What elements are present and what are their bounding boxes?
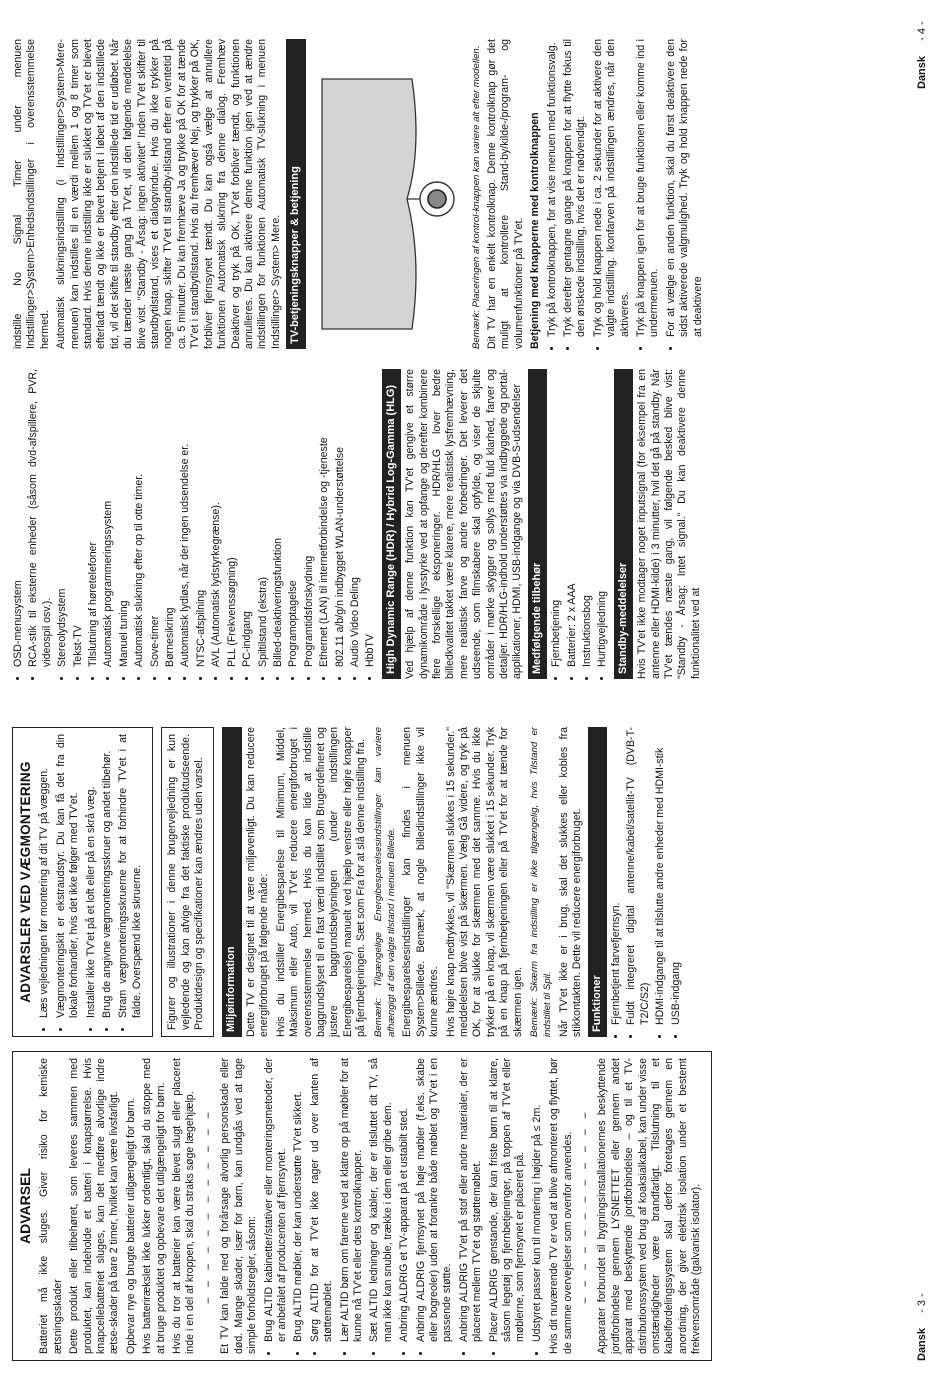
list-item: • Fjernbetjening	[550, 369, 563, 667]
list-item: • PLL (Frekvenssøgning)	[226, 369, 239, 667]
list-item: • 802.11 a/b/g/n indbygget WLAN-understøttelse	[334, 369, 347, 667]
wallmount-list	[38, 734, 144, 1030]
warning-p7: Apparater forbundet til bygningsinstallationernes beskyttende jordforbindelse gennem LYSNETTET eller gennem andet apparat med beskyttende jordforbindelse – og til et TV-distributionssystem ved brug af koaksialkabel, kan under visse omstændigheder være brandfarligt. Tilslutning til et kabelfordelingssystem skal derfor foretages gennem en anordning, der giver elektrisk isolation under et bestemt frekvensområde (galvanisk isolator).	[596, 1058, 703, 1354]
env-p5: Når TV'et ikke er i brug, skal det slukkes eller kobles fra stikkontakten. Dette vil reducere energiforbruget.	[557, 727, 584, 1037]
page-number: - 4 -	[916, 21, 928, 41]
column-wallmount	[12, 727, 687, 1037]
list-item: • Automatisk programmeringssystem	[102, 369, 115, 667]
no-signal-text: indstille No Signal Timer under menuen Indstillinger>System>Enhedsindstillinger i overensstemmelse hermed.	[12, 39, 51, 349]
list-item: • Fjernbetjent farvefjernsyn.	[610, 727, 623, 1025]
env-p3: Energibesparelsesindstillinger kan findes i menuen System>Billede. Bemærk, at nogle billedindstillinger ikke vil kunne ændres.	[401, 727, 441, 1037]
list-item: • Læs vejledningen før montering af dit TV på væggen.	[38, 734, 51, 1018]
list-item: • Tilslutning af høretelefoner	[87, 369, 100, 667]
list-item: • Tekst-TV	[72, 369, 85, 667]
control-button-illustration	[312, 49, 462, 349]
footer-language: Dansk	[916, 55, 928, 89]
page-footer-left	[916, 1293, 928, 1361]
list-item: • For at vælge en anden funktion, skal du først deaktivere den sidst aktiverede valgmulighed. Tryk og hold knappen nede for at deaktivere	[665, 39, 705, 337]
list-item: • Tryk derefter gentagne gange på knappen for at flytte fokus til den ønskede indstilling, hvis det er nødvendigt.	[562, 39, 589, 337]
control-desc: Dit TV har en enkelt kontrolknap. Denne kontrolknap gør det muligt at kontrollere Stand-by/kilde-/program- og volumenfunktioner på TV'et.	[485, 39, 525, 349]
footer-language: Dansk	[916, 1327, 928, 1361]
list-item: • Stereolydsystem	[56, 369, 69, 667]
env-note1: Bemærk: Tilgængelige Energibesparelsesindstillinger kan variere afhængigt af den valgte tilstand i menuen Billede.	[372, 727, 397, 1037]
page-footer-right	[916, 21, 928, 89]
section-heading: Miljøinformation	[222, 727, 241, 1037]
list-item: • Vægmonteringskit er ekstraudstyr. Du kan få det fra din lokale forhandler, hvis det ikke følger med TV'et.	[55, 734, 82, 1018]
list-item: • Tryk på knappen igen for at bruge funktionen eller komme ind i undermenuen.	[635, 39, 662, 337]
warning-intro: Batteriet må ikke sluges. Giver risiko for kemiske ætsningsskader	[38, 1058, 64, 1354]
standby-text: Hvis TV'et ikke modtager noget inputsignal (for eksempel fra en antenne eller HDMI-kilde) i 3 minutter, hvil det gå på standby. Når TV'et tændes næste gang, vil følgende besked blive vist: "Standby - Årsag: Intet signal." Du kan deaktivere denne funktionalitet ved at	[636, 369, 702, 679]
hdr-text: Ved hjælp af denne funktion kan TV'et gengive et større dynamikområde i lysstyrke ved at opfange og derefter kombinere flere forskellige eksponeringer. HDR/HLG lover bedre billedkvalitet takket være klarere, mere realistisk lysfremhævning, mere realistisk farve og andre forbedringer. Det leverer det udseende, som filmskabere skal opfylde, og viser de skjulte områder i mørke skygger og sollys med fuld klarhed, farver og detaljer. HDR/HLG-indhold understøttes via indbyggede og portal-applikationer, HDMI, USB-indgange og via DVB-S-udsendelser	[404, 369, 524, 679]
warning-p5: Et TV kan falde ned og forårsage alvorlig personskade eller død. Mange skader, især for børn, kan undgås ved at tage simple forholdsregler, såsom:	[219, 1058, 259, 1354]
warning-p6: Hvis dit nuværende TV er ved at blive afmonteret og flyttet, bør de samme overvejelser som ovenfor anvendes.	[548, 1058, 574, 1354]
tv-corner-figure	[312, 49, 462, 349]
list-item: • Anbring ALDRIG et TV-apparat på et ustabilt sted.	[398, 1058, 411, 1342]
list-item: • Brug de angivne vægmonteringsskruer og andet tilbehør.	[101, 734, 114, 1018]
column-controls	[12, 39, 709, 349]
list-item: • Sæt ALTID ledninger og kabler, der er tilsluttet dit TV, så man ikke kan snuble, trække i dem eller gribe dem.	[368, 1058, 395, 1342]
list-item: • OSD-menusystem	[12, 369, 25, 667]
disclaimer-text: Figurer og illustrationer i denne brugervejledning er kun vejledende og kan afvige fra det faktiske produktudseende. Produktdesign og specifikationer kan ændres uden varsel.	[166, 734, 206, 1030]
list-item: • Stram vægmonteringsskruerne for at forhindre TV'et i at falde. Overspænd ikke skruerne.	[117, 734, 144, 1018]
warning-box	[12, 1051, 712, 1361]
warning-p1: Dette produkt eller tilbehøret, som leveres sammen med produktet, kan indeholde et batteri i knapstørrelse. Hvis knapcellebatteriet sluges, kan det medføre alvorlige indre ætse-skader på bare 2 timer, hvilket kan være livsfarligt.	[68, 1058, 121, 1354]
env-note2: Bemærk: Skærm fra indstilling er ikke tilgængelig, hvis Tilstand er indstillet til Spil.	[529, 727, 554, 1037]
list-item: • Hurtigvejledning	[596, 369, 609, 667]
separator: – – – – – – – – – – – –	[579, 1108, 592, 1304]
list-item: • Fuldt integreret digital antenne/kabel/satellit-TV (DVB-T-T2/C/S2)	[625, 727, 652, 1025]
list-item: • Spiltilstand (ekstra)	[257, 369, 270, 667]
list-item: • Anbring ALDRIG TV'et på stof eller andre materialer, der er placeret mellem TV'et og støttemøblet.	[458, 1058, 485, 1342]
wallmount-box	[12, 727, 153, 1037]
list-item: • Sove-timer	[149, 369, 162, 667]
list-item: • Billed-deaktiveringsfunktion	[272, 369, 285, 667]
list-item: • Udstyret passer kun til montering i højder på ≤ 2m.	[531, 1058, 544, 1342]
list-item: • Automatisk lydløs, når der ingen udsendelse er.	[179, 369, 192, 667]
env-p2: Hvis du indstiller Energibesparelse til Minimum, Middel, Maksimum eller Auto, vil TV'et reducere energiforbruget i overensstemmelse hermed. Hvis du kan lide at indstille baggrundslyset til en fast værdi indstillet som Brugerdefineret og justere baggrundsbelysningen (under indstillingen Energibesparelse) manuelt ved hjælp venstre eller højre knapper på fjernbetjeningen. Sæt som Fra for at slå denne indstilling fra.	[274, 727, 368, 1037]
list-item: • Anbring ALDRIG fjernsynet på høje møbler (f.eks. skabe eller bogreoler) uden at forankre både møblet og TV'et i en passende støtte.	[415, 1058, 455, 1342]
section-heading: TV-betjeningsknapper & betjening	[286, 39, 305, 349]
accessories-list	[550, 369, 610, 679]
warning-p3: Hvis batterirækslet ikke lukker ordentligt, skal du stoppe med at bruge produktet og opbevare det utilgængeligt for børn.	[141, 1058, 167, 1354]
list-item: • RCA-stik til eksterne enheder (såsom dvd-afspillere, PVR, videospil osv.).	[27, 369, 54, 667]
list-item: • HbbTV	[364, 369, 377, 667]
list-item: • Installer ikke TV'et på et loft eller på en skrå væg.	[85, 734, 98, 1018]
control-subheading: Betjening med knapperne med kontrolknappen	[529, 112, 542, 349]
list-item: • Børnesikring	[164, 369, 177, 667]
list-item: • Brug ALTID kabinetter/stativer eller monteringsmetoder, der er anbefalet af producenten af fjernsynet.	[263, 1058, 290, 1342]
list-item: • PC-indgang	[241, 369, 254, 667]
control-list	[546, 39, 705, 349]
section-heading: Funktioner	[588, 727, 607, 1037]
features-list-cont	[12, 369, 378, 679]
list-item: • HDMI-indgange til at tilslutte andre enheder med HDMI-stik	[654, 727, 667, 1025]
page-number: - 3 -	[916, 1293, 928, 1313]
list-item: • AVL (Automatisk lydstyrkegrænse).	[210, 369, 223, 667]
separator: – – – – – – – – – – – –	[201, 1108, 214, 1304]
env-p4: Hvis højre knap nedtrykkes, vil "Skærmen slukkes i 15 sekunder." meddelelsen blive vist på skærmen. Vælg Gå videre, og tryk på OK, for at slukke for skærmen med det samme. Hvis du ikke trykker på en knap, vil skærmen være slukket i 15 sekunder. Tryk på en knap på fjernbetjeningen eller på TV'et for at tænde for skærmen igen.	[444, 727, 524, 1037]
list-item: • Tryk på kontrolknappen, for at vise menuen med funktionsvalg.	[546, 39, 559, 337]
list-item: • Lær ALTID børn om farerne ved at klatre op på møbler for at kunne nå TV'et eller dets kontrolknapper.	[339, 1058, 366, 1342]
list-item: • Tryk og hold knappen nede i ca. 2 sekunder for at aktivere den valgte indstilling. Ikonfarven på indstillingen ændres, når den aktiveres.	[592, 39, 632, 337]
list-item: • Batterier: 2 x AAA	[566, 369, 579, 667]
section-heading: Medfølgende tilbehør	[528, 369, 547, 679]
list-item: • Manuel tuning	[118, 369, 131, 667]
env-p1: Dette TV er designet til at være miljøvenligt. Du kan reducere energiforbruget på følgende måde:	[244, 727, 271, 1037]
list-item: • USB-indgang	[670, 727, 683, 1025]
list-item: • Instruktionsbog	[581, 369, 594, 667]
section-heading: Standby-meddelelser	[614, 369, 633, 679]
warning-p2: Opbevar nye og brugte batterier utilgængeligt for børn.	[124, 1097, 137, 1354]
list-item: • Programtidsforskydning	[303, 369, 316, 667]
wallmount-heading: ADVARSLER VED VÆGMONTERING	[18, 761, 33, 1003]
warning-list	[263, 1058, 545, 1354]
section-heading: High Dynamic Range (HDR) / Hybrid Log-Gamma (HLG)	[382, 369, 401, 679]
list-item: • Brug ALTID møbler, der kan understøtte TV'et sikkert.	[292, 1058, 305, 1342]
list-item: • Sørg ALTID for at TV'et ikke rager ud over kanten af støttemøblet.	[309, 1058, 336, 1342]
warning-heading: ADVARSEL	[17, 1168, 33, 1244]
auto-off-text: Automatisk slukningsindstilling (i Indstillinger>System>Mere-menuen) kan indstilles til en værdi mellem 1 og 8 timer som standard. Hvis denne indstilling ikke er slukket og TV'et er blevet efterladt tændt og ikke er blevet betjent i løbet af den indstillede tid, vil det skifte til standby efter den indstillede tid er udløbet. Når du tænder næste gang på TV'et, vil den følgende meddelelse blive vist. "Standby - Årsag: ingen aktivitet" Inden TV'et skifter til standbytilstand, vises et dialogvindue. Hvis du ikke trykker på nogen knap, skifter TV'et til standby-tilstand efter en ventetid på ca. 5 minutter. Du kan fremhæve Ja og trykke på OK for at tænde TV'et i standbytilstand. Hvis du fremhæver Nej, og trykker på OK, forbliver fjernsynet tændt. Du kan også vælge at annullere funktionen Automatisk slukning fra denne dialog. Fremhæv Deaktiver og tryk på OK, TV'et forbliver tændt, og funktionen annulleres. Du kan aktivere denne funktion igen ved at ændre indstillingen for funktionen Automatisk TV-slukning i menuen Indstillinger> System> Mere.	[55, 39, 282, 349]
list-item: • Automatisk slukning efter op til otte timer.	[133, 369, 146, 667]
disclaimer-box	[161, 727, 214, 1037]
list-item: • NTSC-afspilning	[195, 369, 208, 667]
list-item: • Ethernet (LAN) til internetforbindelse og -tjeneste	[318, 369, 331, 667]
list-item: • Audio Video Deling	[349, 369, 362, 667]
column-warning	[12, 1051, 720, 1361]
column-features	[12, 369, 706, 679]
warning-p4: Hvis du tror at batterier kan være blevet slugt eller placeret inde i en del af kroppen, skal du straks søge lægehjælp.	[171, 1058, 197, 1354]
list-item: • Programoptagelse	[287, 369, 300, 667]
control-note: Bemærk: Placeringen af kontrol-knappen kan variere alt efter modellen.	[470, 45, 482, 349]
list-item: • Placer ALDRIG genstande, der kan friste børn til at klatre, såsom legetøj og fjernbetjeninger, på toppen af TV'et eller møblerne, som fjernsynet er placeret på.	[488, 1058, 528, 1342]
features-list	[610, 727, 683, 1037]
